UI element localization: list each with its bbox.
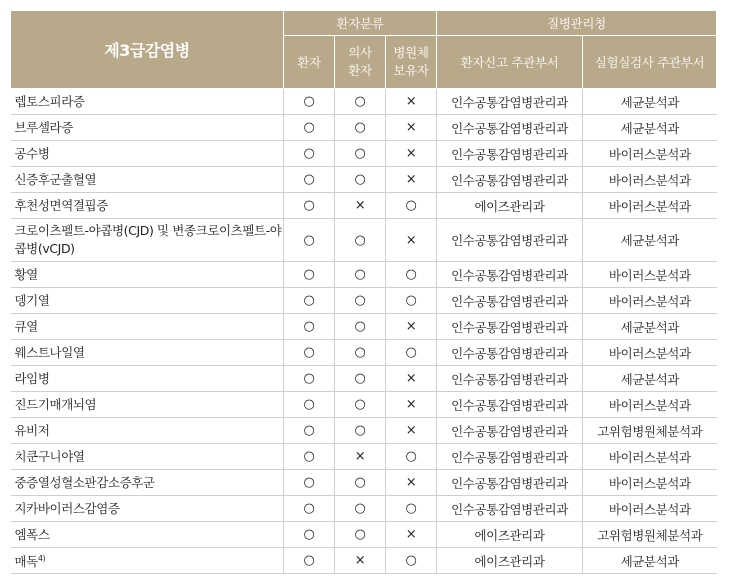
lab-department-cell: 바이러스분석과 xyxy=(583,392,717,418)
lab-department-cell: 바이러스분석과 xyxy=(583,496,717,522)
carrier-mark-cell: × xyxy=(386,115,437,141)
table-row xyxy=(11,496,717,522)
carrier-mark-cell: ○ xyxy=(386,548,437,574)
disease-name-cell: 렙토스피라증 xyxy=(11,89,284,115)
report-department-cell: 인수공통감염병관리과 xyxy=(437,340,583,366)
patient-mark-cell: ○ xyxy=(284,262,335,288)
disease-name-cell: 크로이츠펠트-야콥병(CJD) 및 변종크로이츠펠트-야콥병(vCJD) xyxy=(11,219,284,262)
suspected-patient-mark-cell: ○ xyxy=(335,522,386,548)
lab-department-cell: 세균분석과 xyxy=(583,548,717,574)
table-row xyxy=(11,522,717,548)
report-department-cell: 에이즈관리과 xyxy=(437,193,583,219)
table-row xyxy=(11,115,717,141)
suspected-patient-mark-cell: ○ xyxy=(335,167,386,193)
disease-name-cell: 황열 xyxy=(11,262,284,288)
patient-mark-cell: ○ xyxy=(284,89,335,115)
table-row xyxy=(11,288,717,314)
lab-department-cell: 세균분석과 xyxy=(583,219,717,262)
patient-mark-cell: ○ xyxy=(284,167,335,193)
disease-name-cell: 신증후군출혈열 xyxy=(11,167,284,193)
suspected-patient-mark-cell: ○ xyxy=(335,219,386,262)
disease-name-cell: 큐열 xyxy=(11,314,284,340)
table-row xyxy=(11,444,717,470)
report-department-cell: 인수공통감염병관리과 xyxy=(437,89,583,115)
lab-department-cell: 고위험병원체분석과 xyxy=(583,418,717,444)
suspected-patient-mark-cell: ○ xyxy=(335,89,386,115)
table-row xyxy=(11,548,717,574)
table-row xyxy=(11,340,717,366)
disease-name-cell: 유비저 xyxy=(11,418,284,444)
lab-department-cell: 세균분석과 xyxy=(583,366,717,392)
lab-department-cell: 고위험병원체분석과 xyxy=(583,522,717,548)
table-row xyxy=(11,262,717,288)
carrier-mark-cell: × xyxy=(386,141,437,167)
carrier-mark-cell: ○ xyxy=(386,288,437,314)
lab-department-cell: 바이러스분석과 xyxy=(583,193,717,219)
disease-name-cell: 공수병 xyxy=(11,141,284,167)
lab-department-cell: 세균분석과 xyxy=(583,314,717,340)
patient-mark-cell: ○ xyxy=(284,219,335,262)
report-department-cell: 인수공통감염병관리과 xyxy=(437,314,583,340)
report-department-cell: 인수공통감염병관리과 xyxy=(437,470,583,496)
report-department-cell: 인수공통감염병관리과 xyxy=(437,262,583,288)
table-row xyxy=(11,141,717,167)
header-disease-class: 제3급감염병 xyxy=(11,11,284,89)
carrier-mark-cell: × xyxy=(386,366,437,392)
report-department-cell: 인수공통감염병관리과 xyxy=(437,418,583,444)
carrier-mark-cell: × xyxy=(386,167,437,193)
disease-name-cell: 라임병 xyxy=(11,366,284,392)
carrier-mark-cell: × xyxy=(386,89,437,115)
carrier-mark-cell: ○ xyxy=(386,262,437,288)
report-department-cell: 인수공통감염병관리과 xyxy=(437,141,583,167)
disease-name-cell: 웨스트나일열 xyxy=(11,340,284,366)
suspected-patient-mark-cell: ○ xyxy=(335,288,386,314)
patient-mark-cell: ○ xyxy=(284,418,335,444)
table-row xyxy=(11,167,717,193)
suspected-patient-mark-cell: ○ xyxy=(335,314,386,340)
patient-mark-cell: ○ xyxy=(284,366,335,392)
header-suspected-patient: 의사 환자 xyxy=(335,36,386,89)
table-row xyxy=(11,89,717,115)
report-department-cell: 에이즈관리과 xyxy=(437,548,583,574)
lab-department-cell: 바이러스분석과 xyxy=(583,444,717,470)
report-department-cell: 에이즈관리과 xyxy=(437,522,583,548)
lab-department-cell: 바이러스분석과 xyxy=(583,167,717,193)
lab-department-cell: 바이러스분석과 xyxy=(583,141,717,167)
patient-mark-cell: ○ xyxy=(284,288,335,314)
disease-table xyxy=(10,10,717,574)
carrier-mark-cell: × xyxy=(386,470,437,496)
disease-name-cell: 지카바이러스감염증 xyxy=(11,496,284,522)
lab-department-cell: 세균분석과 xyxy=(583,89,717,115)
lab-department-cell: 세균분석과 xyxy=(583,115,717,141)
report-department-cell: 인수공통감염병관리과 xyxy=(437,115,583,141)
suspected-patient-mark-cell: ○ xyxy=(335,141,386,167)
header-patient-classification: 환자분류 xyxy=(284,11,437,36)
disease-name-cell: 치쿤구니야열 xyxy=(11,444,284,470)
patient-mark-cell: ○ xyxy=(284,340,335,366)
patient-mark-cell: ○ xyxy=(284,444,335,470)
header-lab-department: 실험실검사 주관부서 xyxy=(583,36,717,89)
suspected-patient-mark-cell: ○ xyxy=(335,262,386,288)
header-pathogen-carrier: 병원체 보유자 xyxy=(386,36,437,89)
report-department-cell: 인수공통감염병관리과 xyxy=(437,366,583,392)
report-department-cell: 인수공통감염병관리과 xyxy=(437,288,583,314)
lab-department-cell: 바이러스분석과 xyxy=(583,262,717,288)
carrier-mark-cell: × xyxy=(386,219,437,262)
table-row xyxy=(11,366,717,392)
report-department-cell: 인수공통감염병관리과 xyxy=(437,496,583,522)
carrier-mark-cell: × xyxy=(386,392,437,418)
disease-name-cell: 후천성면역결핍증 xyxy=(11,193,284,219)
suspected-patient-mark-cell: × xyxy=(335,548,386,574)
suspected-patient-mark-cell: ○ xyxy=(335,418,386,444)
disease-name-cell: 매독$^{4)}$ xyxy=(11,548,284,574)
patient-mark-cell: ○ xyxy=(284,496,335,522)
disease-name-cell: 뎅기열 xyxy=(11,288,284,314)
suspected-patient-mark-cell: ○ xyxy=(335,366,386,392)
table-row xyxy=(11,219,717,262)
patient-mark-cell: ○ xyxy=(284,522,335,548)
table-row xyxy=(11,470,717,496)
report-department-cell: 인수공통감염병관리과 xyxy=(437,219,583,262)
suspected-patient-mark-cell: ○ xyxy=(335,340,386,366)
header-patient: 환자 xyxy=(284,36,335,89)
suspected-patient-mark-cell: ○ xyxy=(335,392,386,418)
patient-mark-cell: ○ xyxy=(284,548,335,574)
patient-mark-cell: ○ xyxy=(284,115,335,141)
disease-name-cell: 엠폭스 xyxy=(11,522,284,548)
report-department-cell: 인수공통감염병관리과 xyxy=(437,444,583,470)
carrier-mark-cell: × xyxy=(386,314,437,340)
table-body xyxy=(11,89,717,574)
carrier-mark-cell: ○ xyxy=(386,193,437,219)
disease-name-cell: 진드기매개뇌염 xyxy=(11,392,284,418)
disease-name-cell: 브루셀라증 xyxy=(11,115,284,141)
suspected-patient-mark-cell: ○ xyxy=(335,470,386,496)
patient-mark-cell: ○ xyxy=(284,392,335,418)
suspected-patient-mark-cell: × xyxy=(335,193,386,219)
footnote-marker: 4) xyxy=(37,553,46,563)
table-row xyxy=(11,314,717,340)
suspected-patient-mark-cell: ○ xyxy=(335,496,386,522)
report-department-cell: 인수공통감염병관리과 xyxy=(437,392,583,418)
patient-mark-cell: ○ xyxy=(284,314,335,340)
lab-department-cell: 바이러스분석과 xyxy=(583,470,717,496)
carrier-mark-cell: ○ xyxy=(386,496,437,522)
lab-department-cell: 바이러스분석과 xyxy=(583,288,717,314)
table-row xyxy=(11,193,717,219)
patient-mark-cell: ○ xyxy=(284,193,335,219)
lab-department-cell: 바이러스분석과 xyxy=(583,340,717,366)
carrier-mark-cell: ○ xyxy=(386,444,437,470)
carrier-mark-cell: ○ xyxy=(386,340,437,366)
table-row xyxy=(11,418,717,444)
patient-mark-cell: ○ xyxy=(284,470,335,496)
table-row xyxy=(11,392,717,418)
carrier-mark-cell: × xyxy=(386,418,437,444)
header-report-department: 환자신고 주관부서 xyxy=(437,36,583,89)
suspected-patient-mark-cell: × xyxy=(335,444,386,470)
header-kdca: 질병관리청 xyxy=(437,11,717,36)
suspected-patient-mark-cell: ○ xyxy=(335,115,386,141)
carrier-mark-cell: × xyxy=(386,522,437,548)
patient-mark-cell: ○ xyxy=(284,141,335,167)
report-department-cell: 인수공통감염병관리과 xyxy=(437,167,583,193)
disease-name-cell: 중증열성혈소판감소증후군 xyxy=(11,470,284,496)
